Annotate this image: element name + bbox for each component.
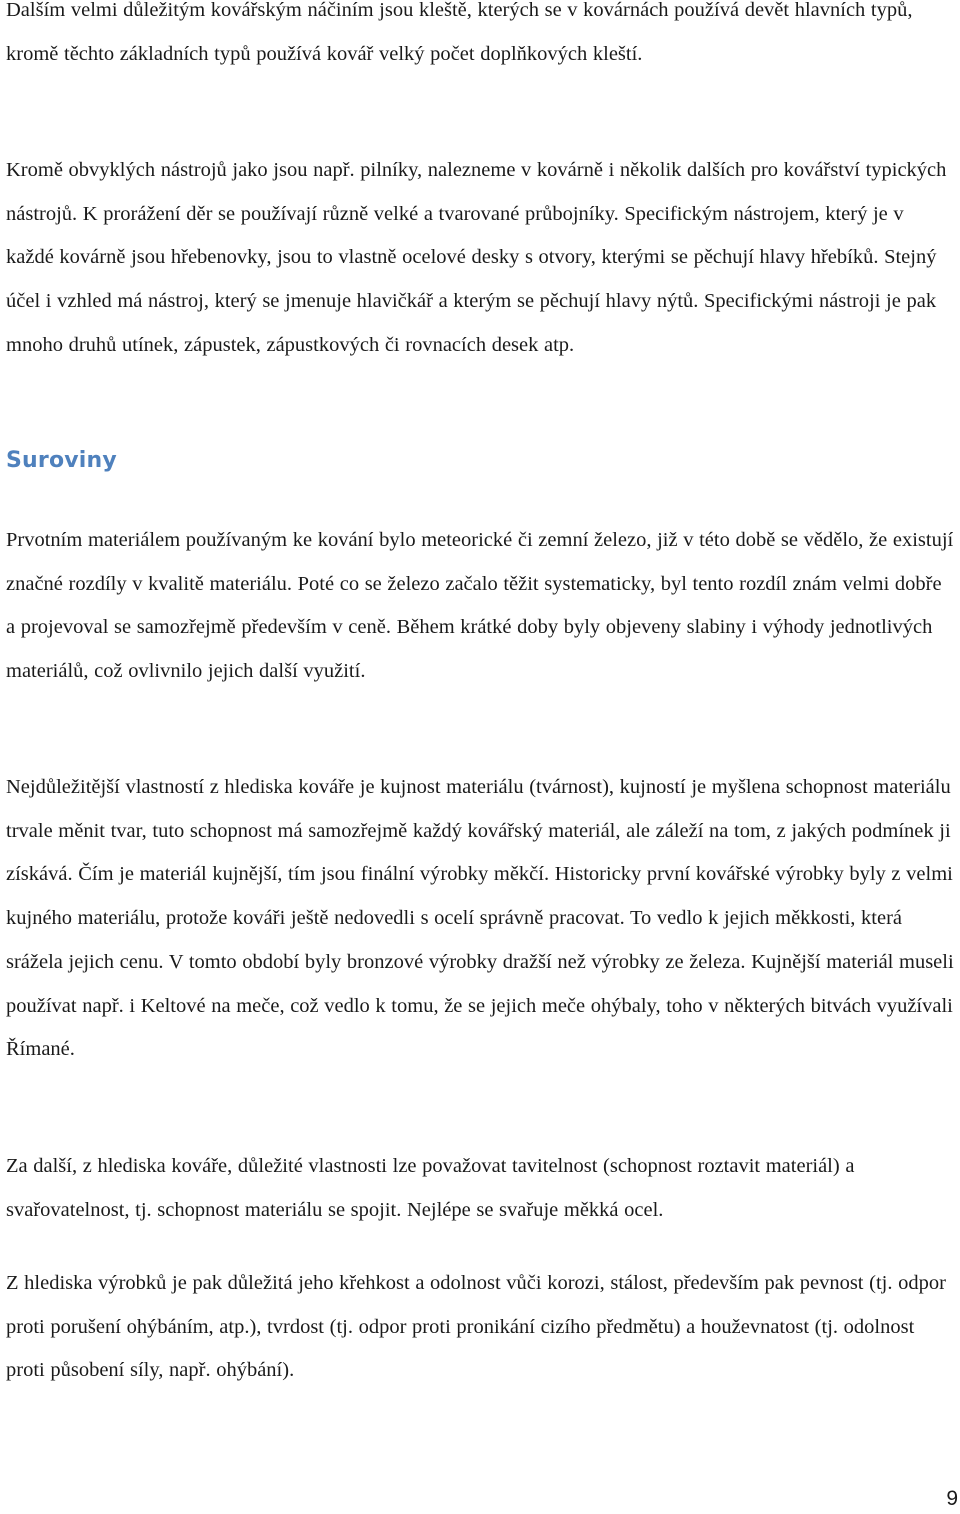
paragraph-tools-text-end: Specifickými nástroji je pak mnoho druhů utínek, zápustek, zápustkových či rovnacích desek atp. xyxy=(6,290,937,356)
paragraph-product-properties: Z hlediska výrobků je pak důležitá jeho křehkost a odolnost vůči korozi, stálost, především pak pevnost (tj. odpor proti porušení ohýbáním, atp.), tvrdost (tj. odpor proti pronikání cizího předmětu) a houževnatost (tj. odolnost proti působení síly, např. ohýbání). xyxy=(6,1272,946,1382)
paragraph-tools xyxy=(6,149,956,368)
paragraph-tools-text: Kromě obvyklých nástrojů jako jsou např. pilníky, nalezneme v kovárně i několik dalších pro kovářství typických nástrojů. K prorážení děr se používají různě velké a tvarované průbojníky. Specifickým nástrojem, který je v každé kovárně jsou hřebenovky, jsou to vlastně ocelové desky s otvory, kterými se pěchují hlavy hřebíků. Stejný účel i vzhled má nástroj, který se jmenuje hlavičkář a kterým se pěchují hlavy nýtů. xyxy=(6,159,947,313)
paragraph-malleability: Nejdůležitější vlastností z hlediska kováře je kujnost materiálu (tvárnost), kujností je myšlena schopnost materiálu trvale měnit tvar, tuto schopnost má samozřejmě každý kovářský materiál, ale záleží na tom, z jakých podmínek ji získává. Čím je materiál kujnější, tím jsou finální výrobky měkčí. Historicky první kovářské výrobky byly z velmi kujného materiálu, protože kováři ještě nedovedli s ocelí správně pracovat. To vedlo k jejich měkkosti, která srážela jejich cenu. V tomto období byly bronzové výrobky dražší než výrobky ze železa. Kujnější materiál museli používat např. i Keltové na meče, což vedlo k tomu, že se jejich meče ohýbaly, toho v některých bitvách využívali Římané. xyxy=(6,776,954,1061)
section-heading-suroviny: Suroviny xyxy=(6,448,117,473)
page-number: 9 xyxy=(946,1487,958,1510)
paragraph-tongs: Dalším velmi důležitým kovářským náčiním jsou kleště, kterých se v kovárnách používá devět hlavních typů, kromě těchto základních typů používá kovář velký počet doplňkových kleští. xyxy=(6,0,913,65)
paragraph-materials: Prvotním materiálem používaným ke kování bylo meteorické či zemní železo, již v této době se vědělo, že existují značné rozdíly v kvalitě materiálu. Poté co se železo začalo těžit systematicky, byl tento rozdíl znám velmi dobře a projevoval se samozřejmě především v ceně. Během krátké doby byly objeveny slabiny i výhody jednotlivých materiálů, což ovlivnilo jejich další využití. xyxy=(6,529,954,683)
paragraph-fusibility: Za další, z hlediska kováře, důležité vlastnosti lze považovat tavitelnost (schopnost roztavit materiál) a svařovatelnost, tj. schopnost materiálu se spojit. Nejlépe se svařuje měkká ocel. xyxy=(6,1155,855,1221)
